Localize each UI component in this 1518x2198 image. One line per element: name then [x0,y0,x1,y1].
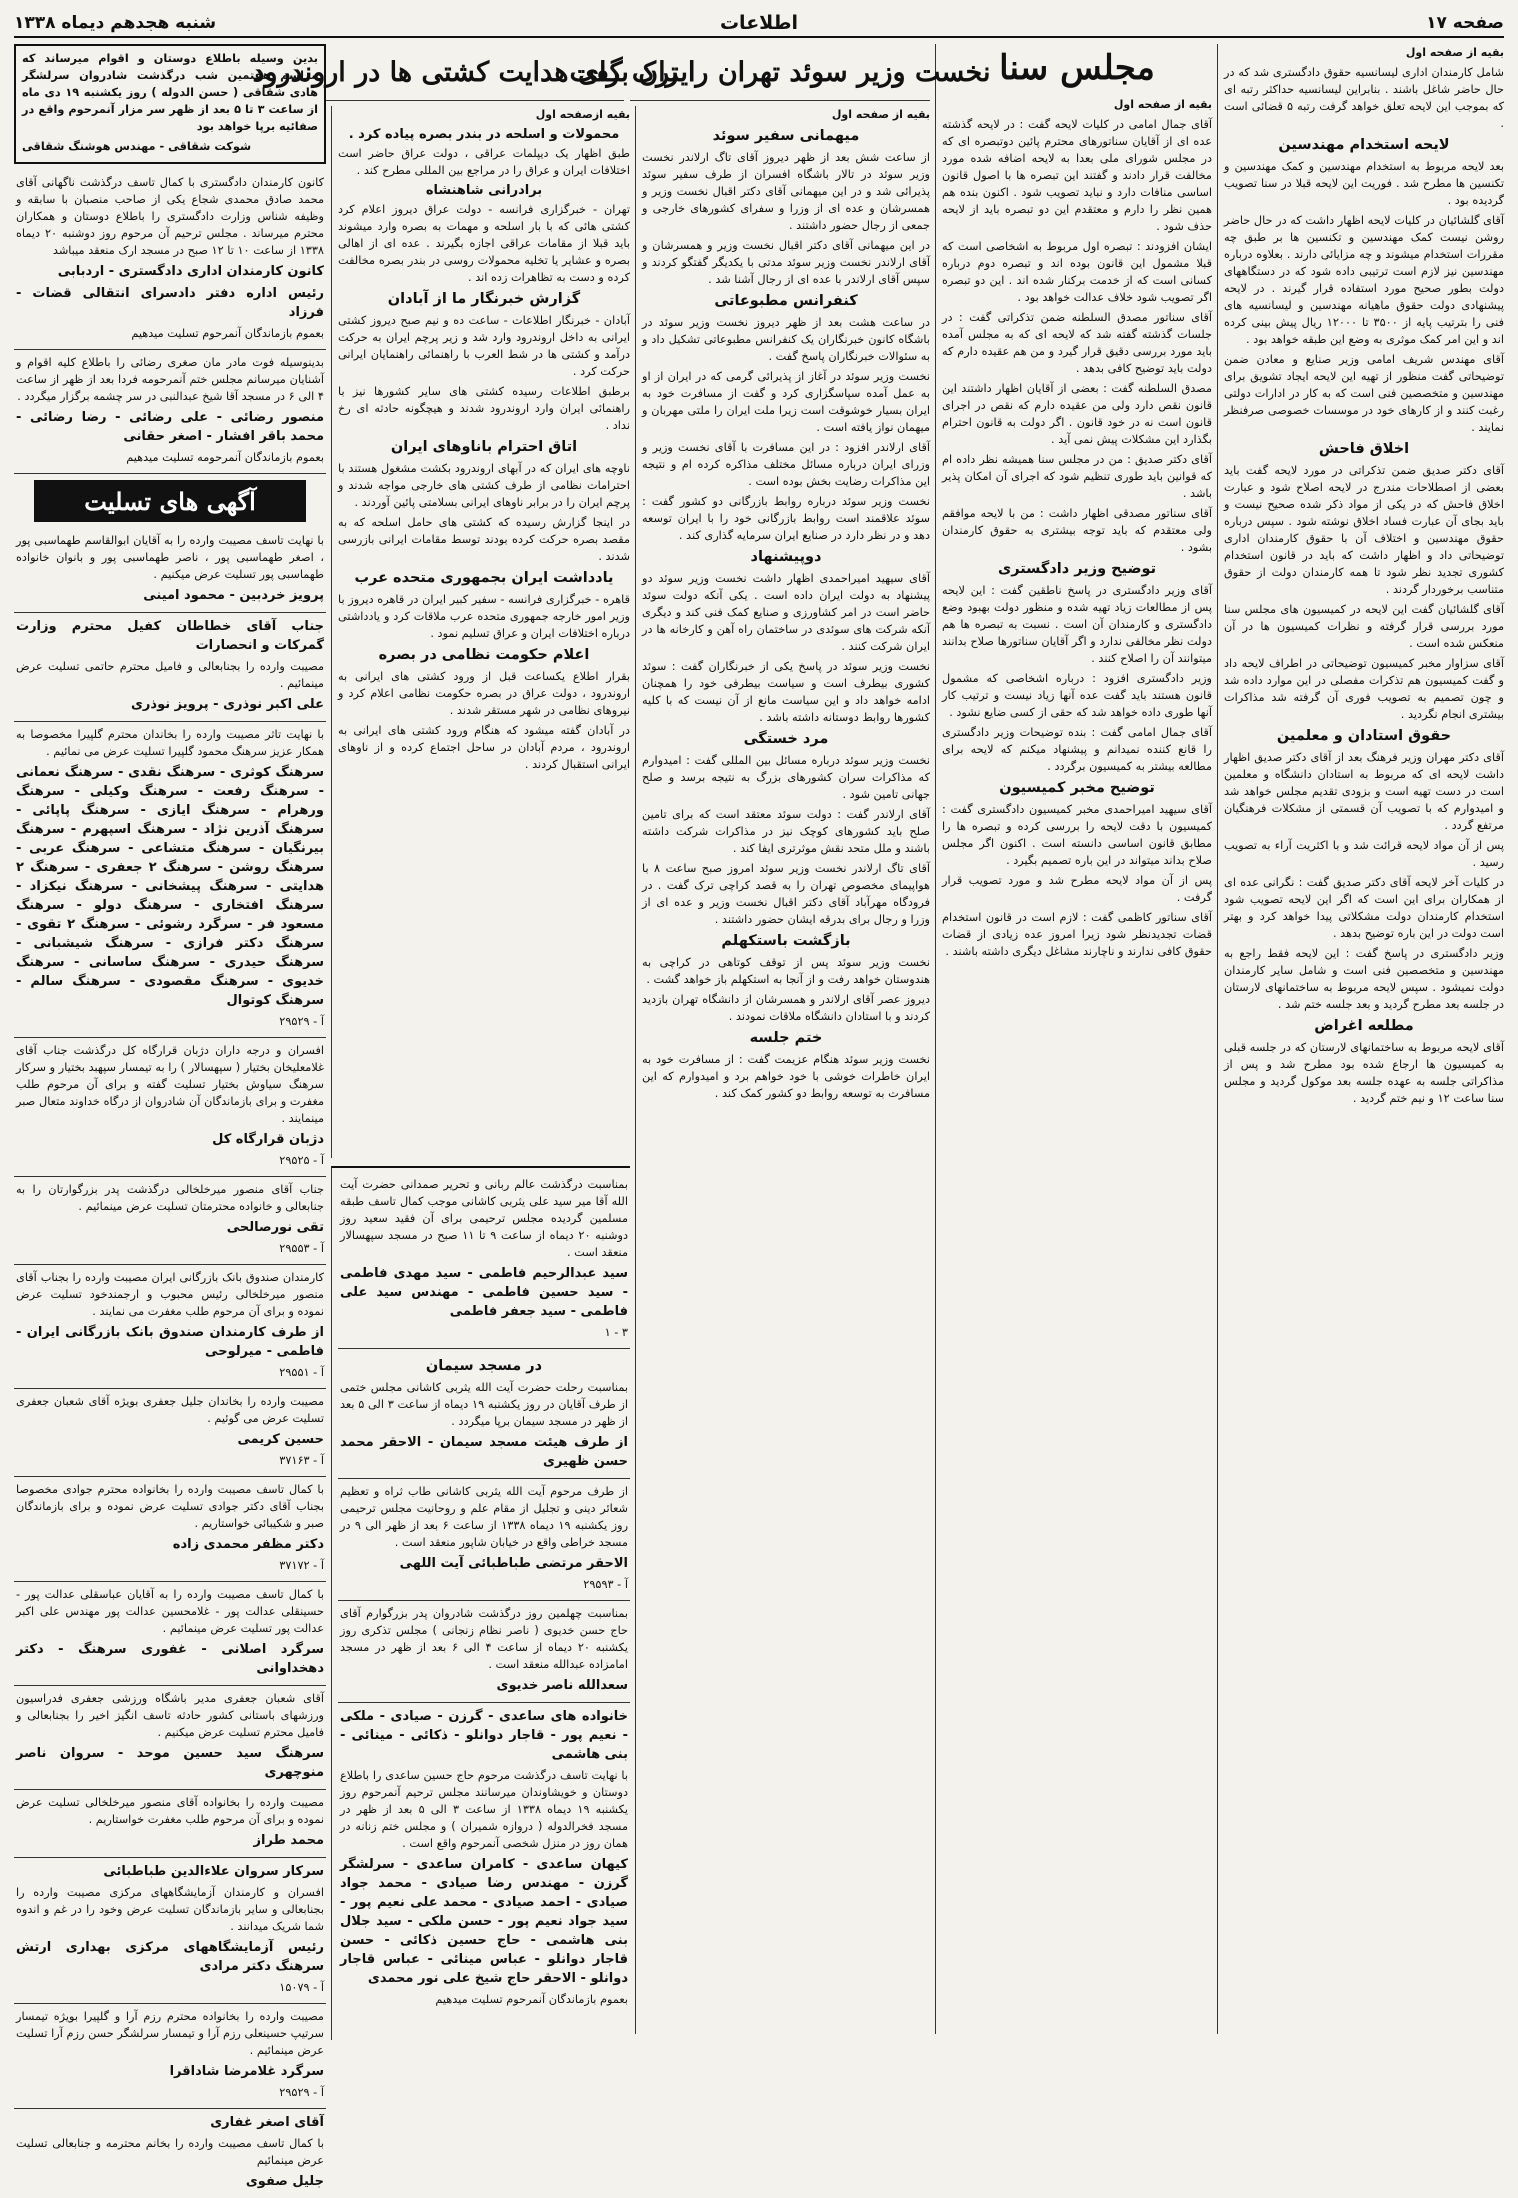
paragraph: در ساعت هشت بعد از ظهر دیروز نخست وزیر سوئد در باشگاه کانون خبرنگاران یک کنفرانس مطبوعاتی تشکیل داد و به سئوالات خبرنگاران پاسخ گفت . [642,316,930,363]
paragraph: نخست وزیر سوئد هنگام عزیمت گفت : از مسافرت خود به ایران خاطرات خوشی با خود خواهم برد و امیدوارم که این مسافرت به توسعه روابط دو کشور کمک کند . [642,1053,930,1100]
ad-title: جناب آقای خطاطان کفیل محترم وزارت گمرکات و انحصارات [16,619,324,653]
paragraph: آقای سناتور کاظمی گفت : لازم است در قانون استخدام قضات تجدیدنظر شود زیرا امروز عده زیادی از قضات حقوق کافی ندارند و ناچارند مشاغل دیگری داشته باشند . [942,911,1212,958]
paragraph: مصدق السلطنه گفت : بعضی از آقایان اظهار داشتند این قانون نقص دارد ولی من عقیده دارم که نقص در اجرای قانون است نه در خود قانون . اگر دولت به قانون احترام بگذارد این مشکلات پیش نمی آید . [942,382,1212,446]
continued-tag: بقیه ازصفحه اول [535,108,630,121]
subheading: گزارش خبرنگار ما از آبادان [387,291,581,307]
ad-families: خانواده های ساعدی - گرزن - صیادی - ملکی - نعیم پور - قاجار دوانلو - ذکائی - مینائی - بنی هاشمی [340,1709,628,1762]
paragraph: آقای دکتر صدیق ضمن تذکراتی در مورد لایحه گفت باید بعضی از اصطلاحات مندرج در لایحه اصلاح شود و عبارت اخلاق فاحش که در یکی از مواد ذکر شده صحیح نیست و باید بجای آن عبارت فساد اخلاق نوشته شود . سپس درباره حقوق مهندسین و اختلاف آن با حقوق کارمندان اداری توضیحاتی داد و اظهار داشت که باید در قانون استخدام کشوری تجدید نظر شود تا همه کارمندان دولت از حقوق متناسب برخوردار گردند . [1224,464,1504,596]
paragraph: نخست وزیر سوئد در آغاز از پذیرائی گرمی که در ایران از او به عمل آمده سپاسگزاری کرد و گفت از مسافرت خود به ایران بسیار خوشوقت است زیرا ملت ایران را ملتی مهربان و میهمان نواز یافته است . [642,370,930,434]
subheading: برادرانی شاهنشاه [425,183,543,198]
subheading: ختم جلسه [749,1030,823,1046]
paragraph: دیروز عصر آقای ارلاندر و همسرشان از دانشگاه تهران بازدید کردند و با استادان دانشگاه ملاقات نمودند . [642,993,930,1023]
notice-signature: شوکت شقاقی - مهندس هوشنگ شقاقی [22,140,252,153]
subheading: حقوق استادان و معلمین [1276,728,1452,744]
ad-signature: پرویز خردبین - محمود امینی [143,588,324,603]
paragraph: ناوچه های ایران که در آبهای اروندرود بکشت مشغول هستند با احترامات نظامی از طرف کشتی های خارجی مواجه شدند و پرچم ایران را در برابر ناوهای ایرانی بسلامتی پائین آوردند . [338,462,630,509]
ad-signature: کانون کارمندان اداری دادگستری - اردبابی [57,264,324,279]
ad-text: جناب آقای منصور میرخلخالی درگذشت پدر بزرگوارتان را به جنابعالی و خانواده محترمتان تسلیت عرض مینمائیم . [16,1183,324,1213]
ad-text: بمناسبت چهلمین روز درگذشت شادروان پدر بزرگوارم آقای حاج حسن خدیوی ( ناصر نظام زنجانی ) مجلس تذکری روز یکشنبه ۲۰ دیماه از ساعت ۴ الی ۶ بعد از ظهر در مسجد امامزاده عبدالله منعقد است . [340,1607,629,1671]
column-sweden-pm [635,106,930,2034]
page-header [14,10,1504,38]
ad-signature: سرهنگ کوثری - سرهنگ نقدی - سرهنگ نعمانی - سرهنگ رفعت - سرهنگ وکیلی - سرهنگ ورهرام - سرهنگ ایازی - سرهنگ پاپائی - سرهنگ آذرین نژاد - سرهنگ اسپهرم - سرهنگ بیرنگیان - سرهنگ متشاعی - سرهنگ عربی - سرهنگ روشن - سرهنگ ۲ جعفری - سرهنگ ۲ هدایتی - سرهنگ پیشخانی - سرهنگ نیکزاد - سرهنگ افتخاری - سرهنگ دولو - سرهنگ مسعود فر - سرگرد رشوئی - سرهنگ ۲ تقوی - سرهنگ دکتر فرازی - سرهنگ شیشبانی - سرهنگ حیدری - سرهنگ ساسانی - سرهنگ خدیوی - سرهنگ مقصودی - سرهنگ سالم - سرهنگ کوتوال [16,765,325,1008]
ad-code: آ - ۲۹۵۲۹ [279,2086,324,2099]
ad-code: ۳ - ۱ [604,1326,628,1339]
ad-text: مصیبت وارده را بخاندان جلیل جعفری بویژه آقای شعبان جعفری تسلیت عرض می گوئیم . [16,1395,324,1425]
condolence-ad [14,1038,326,1177]
subheading: کنفرانس مطبوعاتی [714,293,858,309]
continued-tag: بقیه از صفحه اول [831,108,930,121]
newspaper-page [14,10,1504,2189]
subheading: توضیح مخبر کمیسیون [999,780,1155,796]
subheading: میهمانی سفیر سوئد [712,128,860,144]
ad-text: بمناسبت درگذشت عالم ربانی و تحریر صمدانی حضرت آیت الله آقا میر سید علی یثربی کاشانی موجب کمال تاسف طبقه مسلمین گردیده مجلس ترحیمی برای آن فقید سعید روز دوشنبه ۲۰ دیماه از ساعت ۹ تا ۱۱ صبح در مسجد سپهسالار منعقد است . [340,1178,628,1259]
ad-title: در مسجد سیمان [425,1358,543,1374]
subheading: اخلاق فاحش [1318,441,1410,457]
condolence-ad [14,722,326,1038]
issue-date: شنبه هجدهم دیماه ۱۳۳۸ [14,13,217,33]
ad-code: آ - ۲۹۵۵۳ [279,1242,324,1255]
ad-title: سرکار سروان علاءالدین طباطبائی [103,1864,324,1879]
paragraph: آقای لایحه مربوط به ساختمانهای لارستان که در جلسه قبلی به کمیسیون ها ارجاع شده بود مطرح شد و پس از مذاکراتی جلسه به عهده جلسه بعد موکول گردید و مجلس سنا ساعت ۱۲ و نیم ختم گردید . [1224,1041,1504,1105]
paragraph: آقای سزاوار مخبر کمیسیون توضیحاتی در اطراف لایحه داد و گفت کمیسیون هم تذکرات مفصلی در این موارد داده شد و چون تصمیم به تصویب فوری آن گرفته شد مذاکرات بیشتری انجام نگردید . [1224,657,1504,721]
paragraph: قاهره - خبرگزاری فرانسه - سفیر کبیر ایران در قاهره دیروز با وزیر امور خارجه جمهوری متحده عرب ملاقات کرد و یادداشتی درباره اختلافات ایران و عراق تسلیم نمود . [338,593,630,640]
page-number: صفحه ۱۷ [1426,13,1504,33]
ad-signature: بعموم بازماندگان آنمرحومه تسلیت میدهیم [126,451,324,464]
paragraph: وزیر دادگستری افزود : درباره اشخاصی که مشمول قانون هستند باید گفت عده آنها زیاد نیست و ترتیب کار آنها طوری داده خواهد شد که حقی از کسی ضایع نشود . [942,672,1212,719]
condolence-ad [14,170,326,350]
ad-signature: بعموم بازماندگان آنمرحوم تسلیت میدهیم [435,1993,628,2006]
ad-signature: دکتر مظفر محمدی زاده [172,1537,324,1552]
memorial-ad [338,1601,630,1703]
paragraph: آقای سیهید امیراحمدی اظهار داشت نخست وزیر سوئد دو پیشنهاد به دولت ایران داده است . یکی آنکه دولت سوئد حاضر است در امر کشاورزی و صنایع کمک فنی کند و دیگری آنکه شرکت های سوئدی در ساختمان راه آهن و کارخانه ها در ایران شرکت کنند . [642,572,930,653]
condolence-ad [14,1265,326,1389]
paragraph: آقای دکتر مهران وزیر فرهنگ بعد از آقای دکتر صدیق اظهار داشت لایحه ای که مربوط به استادان دانشگاه و معلمین است در دست تهیه است و بزودی تقدیم مجلس خواهد شد و امیدوارم که با تصویب آن قسمتی از مشکلات فرهنگیان مرتفع گردد . [1224,751,1504,832]
paragraph: از ساعت شش بعد از ظهر دیروز آقای تاگ ارلاندر نخست وزیر سوئد در تالار باشگاه افسران از طرف سفیر سوئد پذیرائی شد و در این میهمانی آقای دکتر اقبال نخست وزیر و همسرشان و عده ای از وزرا و سفرای کشورهای خارجی و جمعی از رجال حضور داشتند . [642,151,930,232]
paragraph: آقای سناتور مصدق السلطنه ضمن تذکراتی گفت : در جلسات گذشته گفته شد که لایحه ای که به مجلس آمده باید مورد بررسی دقیق قرار گیرد و من هم عقیده دارم که دولت باید توضیح کافی بدهد . [942,311,1212,375]
paragraph: نخست وزیر سوئد درباره روابط بازرگانی دو کشور گفت : سوئد علاقمند است روابط بازرگانی خود را با ایران توسعه دهد و در نظر دارد در صنایع ایران سرمایه گذاری کند . [642,495,930,542]
ad-signature: سرگرد غلامرضا شاداقرا [169,2064,324,2079]
ad-text: کانون کارمندان دادگستری با کمال تاسف درگذشت ناگهانی آقای محمد صادق محمدی شجاع یکی از صاحب منصبان با سابقه و وظیفه شناس وزارت دادگستری را باطلاع دوستان و همکاران محترم میرساند . مجلس ترحیم آن مرحوم روز دوشنبه ۲۰ دیماه ۱۳۳۸ از ساعت ۱۰ تا ۱۲ صبح در مسجد ارک منعقد میباشد [16,176,324,257]
paragraph: پس از آن مواد لایحه قرائت شد و با اکثریت آراء به تصویب رسید . [1224,839,1504,869]
column-condolences [14,44,326,2189]
condolence-ad [14,1686,326,1790]
condolence-ad [14,2109,326,2198]
article-title: مجلس سنا [999,48,1155,88]
paragraph: آقای گلشائیان گفت این لایحه در کمیسیون های مجلس سنا مورد بررسی قرار گرفته و نظرات کمیسیون ها در آن منعکس شده است . [1224,603,1504,650]
subheading: لایحه استخدام مهندسین [1278,137,1450,153]
ad-signature: الاحقر مرتضی طباطبائی آیت اللهی [399,1556,628,1571]
memorial-notice [14,44,326,164]
headline-sweden-pm: نخست وزیر سوئد تهران را ترک گفت [630,44,930,101]
column-memorial-ads [331,1166,630,2040]
ad-code: آ - ۲۹۵۵۱ [279,1366,324,1379]
paragraph: در اینجا گزارش رسیده که کشتی های حامل اسلحه که به مقصد بصره حرکت کرده بودند توسط مقامات ایرانی بازرسی شدند . [338,516,630,563]
paragraph: بعد لایحه مربوط به استخدام مهندسین و کمک مهندسین و تکنسین ها مطرح شد . فوریت این لایحه قبلا در سنا تصویب گردیده بود . [1224,160,1504,207]
ad-signature: از طرف کارمندان صندوق بانک بازرگانی ایران - فاطمی - میرلوحی [16,1325,324,1359]
paragraph: آقای دکتر صدیق : من در مجلس سنا همیشه نظر داده ام که قوانین باید طوری تنظیم شود که اجرای آن امکان پذیر باشد . [942,453,1212,500]
subheading: اعلام حکومت نظامی در بصره [378,647,590,663]
ad-text: با نهایت تاسف مصیبت وارده را به آقایان ابوالقاسم طهماسبی پور ، اصغر طهماسبی پور ، ناصر طهماسبی پور و بانوان خانواده طهماسبی پور تسلیت عرض میکنیم . [16,534,324,581]
subheading: بازگشت باستکهلم [721,933,851,949]
subheading: اتاق احترام باناوهای ایران [390,439,578,455]
subheading: مرد خستگی [743,731,829,747]
ad-text: افسران و درجه داران دژبان قرارگاه کل درگذشت جناب آقای غلامعلیخان بختیار ( سپهسالار ) را به تیمسار سپهبد بختیار و سرکار سرهنگ سیاوش بختیار تسلیت گفته و برای آن مرحوم طلب مغفرت و برای بازماندگان آن شادروان از درگاه خداوند متعال صبر مینمایند . [16,1044,324,1125]
ad-text: با کمال تاسف مصیبت وارده را بخانم محترمه و جنابعالی تسلیت عرض مینمائیم [16,2137,324,2167]
column-iran-shipping [331,106,630,1158]
paragraph: در کلیات آخر لایحه آقای دکتر صدیق گفت : نگرانی عده ای از همکاران برای این است که اگر این لایحه تصویب شود استخدام کارمندان دولت مشکلاتی پیدا خواهد کرد و بهتر است دولت در این باره توضیح بدهد . [1224,876,1504,940]
ad-text: با نهایت تاسف درگذشت مرحوم حاج حسین ساعدی را باطلاع دوستان و خویشاوندان میرسانند مجلس ترحیم آنمرحوم روز یکشنبه ۱۹ دیماه ۱۳۳۸ از ساعت ۳ الی ۵ بعد از ظهر در مسجد فخرالدوله ( دروازه شمیران ) و مجلس ختم زنانه در همان روز در منزل شخصی آنمرحوم واقع است . [340,1769,629,1850]
notice-text: بدین وسیله باطلاع دوستان و اقوام میرساند که مراسم هفتمین شب درگذشت شادروان سرلشگر هادی شقاقی ( حسن الدوله ) روز یکشنبه ۱۹ دی ماه از ساعت ۳ تا ۵ بعد از ظهر سر مزار آنمرحوم واقع در صفائیه برپا خواهد بود [22,52,318,133]
paragraph: آقای ارلاندر گفت : دولت سوئد معتقد است که برای تامین صلح باید کشورهای کوچک نیز در مذاکرات شرکت داشته باشند و ملل متحد نقش موثرتری ایفا کند . [642,808,930,855]
subheading: یادداشت ایران بجمهوری متحده عرب [354,570,614,586]
subheading: دوپیشنهاد [750,549,822,565]
ad-signature: از طرف هیئت مسجد سیمان - الاحقر محمد حسن ظهیری [340,1435,628,1469]
paragraph: آقای سیهید امیراحمدی مخبر کمیسیون دادگستری گفت : کمیسیون با دقت لایحه را بررسی کرده و تبصره ها را مطابق قانون اساسی دانسته است . اکنون اگر مجلس صلاح بداند میتواند در این باره تصمیم بگیرد . [942,803,1212,867]
ad-text: با کمال تاسف مصیبت وارده را بخانواده محترم جوادی مخصوصا بجناب آقای دکتر جوادی تسلیت عرض نموده و برای بازماندگان صبر و شکیبائی خواستاریم . [16,1483,324,1530]
ad-signature: سعدالله ناصر خدیوی [496,1678,628,1693]
subheading: مطلعه اغراض [1314,1018,1414,1034]
ad-signature: رئیس اداره دفتر دادسرای انتقالی قضات - فرزاد [16,286,324,320]
continued-tag: بقیه از صفحه اول [1405,46,1504,59]
ad-text: مصیبت وارده را بجنابعالی و فامیل محترم حاتمی تسلیت عرض مینمائیم . [16,660,324,690]
paragraph: نخست وزیر سوئد پس از توقف کوتاهی در کراچی به هندوستان خواهد رفت و از آنجا به استکهلم باز خواهد گشت . [642,956,930,986]
paragraph: در این میهمانی آقای دکتر اقبال نخست وزیر و همسرشان و آقای ارلاندر نخست وزیر سوئد مدتی با یکدیگر گفتگو کردند و سپس آقای ارلاندر با عده ای از رجال آشنا شد . [642,239,930,286]
ad-code: آ - ۱۵۰۷۹ [279,1981,324,1994]
paragraph: آقای جمال امامی گفت : بنده توضیحات وزیر دادگستری را قانع کننده نمیدانم و پیشنهاد میکنم که لایحه برای مطالعه بیشتر به کمیسیون برگردد . [942,726,1212,773]
paragraph: آقای سناتور مصدقی اظهار داشت : من با لایحه موافقم ولی معتقدم که باید توجه بیشتری به حقوق کارمندان بشود . [942,507,1212,554]
ad-text: افسران و کارمندان آزمایشگاههای مرکزی مصیبت وارده را بجنابعالی و سایر بازماندگان تسلیت عرض وخود را در غم و اندوه شما شریک میدانند . [16,1886,324,1933]
paragraph: آبادان - خبرنگار اطلاعات - ساعت ده و نیم صبح دیروز کشتی ایرانی به داخل اروندرود وارد شد و زیر پرچم ایران به حرکت درآمد و کشتی ها در شط العرب با راهنمائی راهنمایان ایرانی حرکت کرد . [338,314,630,378]
ad-title: آقای اصغر غفاری [210,2115,324,2130]
paragraph: آقای تاگ ارلاندر نخست وزیر سوئد امروز صبح ساعت ۸ با هواپیمای مخصوص تهران را به قصد کراچی ترک گفت . در فرودگاه مهرآباد آقای دکتر اقبال نخست وزیر و عده ای از وزرا و رجال برای بدرقه ایشان حضور داشتند . [642,862,930,926]
ad-text: با کمال تاسف مصیبت وارده را به آقایان عباسقلی عدالت پور - حسینقلی عدالت پور - غلامحسین عدالت پور مهندس علی اکبر عدالت پور تسلیت عرض مینمائیم . [16,1588,324,1635]
ad-text: مصیبت وارده را بخانواده آقای منصور میرخلخالی تسلیت عرض نموده و برای آن مرحوم طلب مغفرت خواستاریم . [16,1796,324,1826]
paragraph: نخست وزیر سوئد در پاسخ یکی از خبرنگاران گفت : سوئد کشوری بیطرف است و سیاست بیطرفی خود را همچنان ادامه خواهد داد و این سیاست مانع از آن نیست که با کلیه کشورها روابط دوستانه داشته باشد . [642,660,930,724]
ad-code: آ - ۳۷۱۶۳ [279,1454,324,1467]
ad-signature: سرگرد اصلانی - غفوری سرهنگ - دکتر دهخداوانی [16,1642,324,1676]
paragraph: برطبق اطلاعات رسیده کشتی های سایر کشورها نیز با راهنمائی ایران وارد اروندرود شدند و هیچگونه حادثه ای رخ نداد . [338,385,630,432]
ad-code: آ - ۲۹۵۲۹ [279,1015,324,1028]
ad-signature: دژبان قرارگاه کل [212,1132,324,1147]
memorial-ad [338,1349,630,1479]
ad-text: بدینوسیله فوت مادر مان صغری رضائی را باطلاع کلیه اقوام و آشنایان میرسانم مجلس ختم آنمرحومه فردا بعد از ظهر از ساعت ۴ الی ۶ در مسجد آقا شیخ عبدالنبی در سر چشمه برگزار میگردد . [16,356,324,403]
paragraph: ایشان افزودند : تبصره اول مربوط به اشخاصی است که قبلا مشمول این قانون بوده اند و تبصره دوم درباره کسانی است که از خدمت برکنار شده اند . این دو تبصره اگر تصویب شود خلاف عدالت خواهد بود . [942,240,1212,304]
condolence-section-banner: آگهی های تسلیت [34,480,306,522]
ad-text: آقای شعبان جعفری مدیر باشگاه ورزشی جعفری فدراسیون ورزشهای باستانی کشور حادثه تاسف انگیز اخیر را بجنابعالی و فامیل محترم تسلیت عرض میکنیم . [16,1692,324,1739]
condolence-ad [14,1790,326,1858]
ad-code: آ - ۲۹۵۲۵ [279,1154,324,1167]
paragraph: شامل کارمندان اداری لیسانسیه حقوق دادگستری شد که در حال حاضر شاغل باشند . بنابراین لیسانسیه حداکثر رتبه ای که بموجب این لایحه تعلق خواهد گرفت رتبه ۵ قضائی است . [1224,66,1504,130]
ad-signature: کیهان ساعدی - کامران ساعدی - سرلشگر گرزن - مهندس رضا صیادی - محمد جواد صیادی - احمد صیادی - محمد علی نعیم پور - سید جواد نعیم پور - حسن ملکی - سید جلال بنی هاشمی - حاج حسین ذکائی - حسن قاجار دوانلو - عباس مینائی - عباس قاجار دوانلو - الاحقر حاج شیخ علی نور محمدی [340,1857,628,1986]
ad-signature: بعموم بازماندگان آنمرحوم تسلیت میدهیم [131,327,324,340]
condolence-ad [14,1177,326,1265]
paragraph: در آبادان گفته میشود که هنگام ورود کشتی های ایرانی به اروندرود ، مردم آبادان در ساحل اجتماع کرده و از ناوهای ایرانی استقبال کردند . [338,724,630,771]
condolence-ad [14,1858,326,2004]
ad-signature: سرهنگ سید حسین موحد - سروان ناصر منوچهری [16,1746,324,1780]
paragraph: طبق اظهار یک دیپلمات عراقی ، دولت عراق حاضر است اختلافات ایران و عراق را در مراجع بین المللی مطرح کند . [338,147,630,177]
condolence-ad [14,2004,326,2109]
condolence-ad [14,613,326,722]
continued-tag: بقیه از صفحه اول [1113,98,1212,111]
paragraph: آقای ارلاندر افزود : در این مسافرت با آقای نخست وزیر و وزرای ایران درباره مسائل مختلف مذاکره کرده ام و نتیجه این مذاکرات رضایت بخش بوده است . [642,441,930,488]
memorial-ad [338,1172,630,1349]
ad-text: با نهایت تاثر مصیبت وارده را بخاندان محترم گلپیرا مخصوصا به همکار عزیز سرهنگ محمود گلپیرا تسلیت عرض می نمائیم . [16,728,324,758]
ad-signature: تقی نورصالحی [226,1220,324,1235]
ad-code: آ - ۲۹۵۹۳ [583,1578,628,1591]
condolence-ad [14,528,326,613]
ad-signature: محمد طراز [253,1833,324,1848]
paragraph: آقای مهندس شریف امامی وزیر صنایع و معادن ضمن توضیحاتی گفت منظور از تهیه این لایحه ایجاد تشویق برای مهندسین و متخصصین فنی است که به کار در ادارات دولتی رغبت کنند و از کارهای خود در موسسات خصوصی صرفنظر نمایند . [1224,353,1504,434]
paragraph: تهران - خبرگزاری فرانسه - دولت عراق دیروز اعلام کرد کشتی هائی که با بار اسلحه و مهمات به بصره وارد میشوند باید قبلا از مقامات عراقی اجازه بگیرند . عده ای از اهالی بصره و عشایر یا تخلیه محمولات روسی در بندر بصره مخالفت کرده و دست به تظاهرات زده اند . [338,203,630,284]
ad-signature: منصور رضائی - علی رضائی - رضا رضائی - محمد باقر افشار - اصغر حقانی [16,410,324,444]
memorial-ad [338,1703,630,2015]
ad-signature: سید عبدالرحیم فاطمی - سید مهدی فاطمی - سید حسین فاطمی - مهندس سید علی فاطمی - سید جعفر فاطمی [340,1266,628,1319]
condolence-ad [14,350,326,474]
subheading: توضیح وزیر دادگستری [997,561,1157,577]
ad-text: بمناسبت رحلت حضرت آیت الله یثربی کاشانی مجلس ختمی از طرف آقایان در روز یکشنبه ۱۹ دیماه از ساعت ۳ الی ۵ بعد از ظهر در مسجد سیمان برپا میگردد . [340,1381,628,1428]
ad-code: آ - ۳۷۱۷۲ [279,1559,324,1572]
paragraph: آقای گلشائیان در کلیات لایحه اظهار داشت که در حال حاضر روشن نیست کمک مهندسین و تکنسین ها بر طبق چه مقررات استخدام میشوند و چه مزایائی دارند . بعلاوه درباره مهندسین نیز لازم است ترتیبی داده شود که در دستگاههای دولت بطور صحیح مورد استفاده قرار گیرند . در لایحه پیشنهادی دولت حقوق ماهیانه مهندسین و لیسانسیه های فنی را بترتیب پایه از ۳۵۰۰ تا ۱۲۰۰۰ ریال پیش بینی کرده اند و این امر کمک موثری به وضع این طبقه خواهد بود . [1224,214,1504,346]
newspaper-name: اطلاعات [719,12,799,34]
paragraph: آقای جمال امامی در کلیات لایحه گفت : در لایحه گذشته عده ای از آقایان سناتورهای محترم پائین دوتبصره ای که در مجلس شورای ملی بعدا به لایحه اضافه شده مورد مخالفت قرار دادند و گفتند این تبصره ها با اصول قانون اساسی منافات دارد و نباید تصویب شود . اکنون بنده هم همین نظر را دارم و معتقدم این دو تبصره باید از لایحه حذف شود . [942,118,1212,233]
subheading: محمولات و اسلحه در بندر بصره پیاده کرد . [348,127,620,142]
condolence-ad [14,1582,326,1686]
paragraph: وزیر دادگستری در پاسخ گفت : این لایحه فقط راجع به مهندسین و متخصصین فنی است و شامل سایر کارمندان دولت نمیشود . سپس لایحه مربوط به ساختمانهای لارستان در جلسه بعد مطرح گردید و بعد جلسه ختم شد . [1224,947,1504,1011]
headline-iran-shipping: ایران برای هدایت کشتی ها در اروندرود [324,44,624,101]
paragraph: نخست وزیر سوئد درباره مسائل بین المللی گفت : امیدوارم که مذاکرات سران کشورهای بزرگ به نتیجه برسد و صلح جهانی تامین شود . [642,754,930,801]
ad-signature: حسین کریمی [237,1432,324,1447]
paragraph: پس از آن مواد لایحه مطرح شد و مورد تصویب قرار گرفت . [942,874,1212,904]
ad-signature: جلیل صفوی [245,2174,324,2189]
ad-text: مصیبت وارده را بخانواده محترم رزم آرا و گلپیرا بویژه تیمسار سرتیپ حسینعلی رزم آرا و تیمسار سرلشگر حسن رزم آرا تسلیت عرض مینمائیم . [16,2010,324,2057]
paragraph: آقای وزیر دادگستری در پاسخ ناطقین گفت : این لایحه پس از مطالعات زیاد تهیه شده و منظور دولت بهبود وضع دادگستری و کارمندان آن است . نسبت به تبصره ها هم دولت نظر مخالفی ندارد و اگر آقایان سناتورها صلاح بدانند میتوانند آن را اصلاح کنند . [942,584,1212,665]
column-senate [935,44,1212,2034]
condolence-ad [14,1477,326,1582]
ad-signature: علی اکبر نوذری - پرویز نوذری [131,697,324,712]
ad-text: از طرف مرحوم آیت الله یثربی کاشانی طاب ثراه و تعظیم شعائر دینی و تجلیل از مقام علم و روحانیت مجلس ترحیمی روز یکشنبه ۱۹ دیماه ۱۳۳۸ از ساعت ۶ بعد از ظهر الی ۹ در مسجد خراطی واقع در خیابان شاپور منعقد است . [340,1485,629,1549]
ad-signature: رئیس آزمایشگاههای مرکزی بهداری ارتش سرهنگ دکتر مرادی [16,1940,324,1974]
memorial-ad [338,1479,630,1601]
ad-text: کارمندان صندوق بانک بازرگانی ایران مصیبت وارده را بجناب آقای منصور میرخلخالی رئیس محبوب و ارجمندخود تسلیت عرض نموده و برای آن مرحوم طلب مغفرت می نمایند . [16,1271,324,1318]
paragraph: بقرار اطلاع یکساعت قبل از ورود کشتی های ایرانی به اروندرود ، دولت عراق در بصره حکومت نظامی اعلام کرد و نیروهای نظامی در شهر مستقر شدند . [338,670,630,717]
column-senate-continued [1217,44,1504,2034]
condolence-ad [14,1389,326,1477]
